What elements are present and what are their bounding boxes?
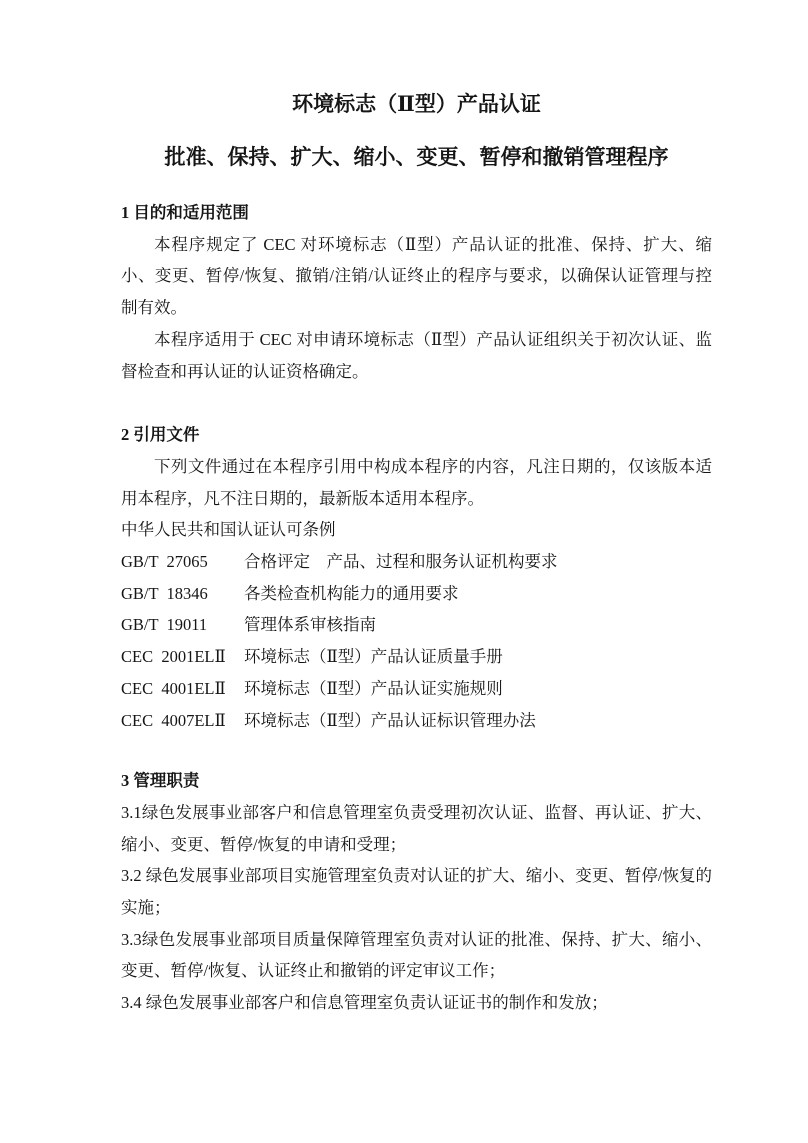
reference-title: 环境标志（Ⅱ型）产品认证标识管理办法 <box>244 710 536 730</box>
reference-title: 各类检查机构能力的通用要求 <box>244 583 459 603</box>
clause-3-2: 3.2 绿色发展事业部项目实施管理室负责对认证的扩大、缩小、变更、暂停/恢复的实施； <box>121 866 712 918</box>
document-title-line-1: 环境标志（Ⅱ型）产品认证 <box>292 92 541 116</box>
regulation-line: 中华人民共和国认证认可条例 <box>121 520 336 540</box>
reference-code: GB/T 18346 <box>121 583 208 603</box>
document-title-line-2: 批准、保持、扩大、缩小、变更、暂停和撤销管理程序 <box>164 145 669 169</box>
reference-row <box>121 578 712 610</box>
clause-3-4: 3.4 绿色发展事业部客户和信息管理室负责认证证书的制作和发放； <box>121 993 608 1013</box>
reference-title: 环境标志（Ⅱ型）产品认证质量手册 <box>244 647 503 667</box>
reference-title: 管理体系审核指南 <box>244 615 376 635</box>
reference-title: 合格评定 产品、过程和服务认证机构要求 <box>244 552 558 572</box>
reference-row <box>121 641 712 673</box>
reference-code: GB/T 27065 <box>121 552 208 572</box>
section-1-heading: 1 目的和适用范围 <box>121 203 249 222</box>
reference-title: 环境标志（Ⅱ型）产品认证实施规则 <box>244 678 503 698</box>
reference-row <box>121 609 712 641</box>
reference-code: CEC 2001ELⅡ <box>121 647 226 667</box>
section-2-heading: 2 引用文件 <box>121 425 200 445</box>
reference-code: CEC 4001ELⅡ <box>121 678 226 698</box>
reference-row <box>121 546 712 578</box>
section-1-paragraph-1: 本程序规定了 CEC 对环境标志（Ⅱ型）产品认证的批准、保持、扩大、缩小、变更、暂停/恢复、撤销/注销/认证终止的程序与要求，以确保认证管理与控制有效。 <box>121 234 712 318</box>
reference-row <box>121 673 712 705</box>
reference-row <box>121 705 712 737</box>
section-3-heading: 3 管理职责 <box>121 771 200 791</box>
section-1-paragraph-2: 本程序适用于 CEC 对申请环境标志（Ⅱ型）产品认证组织关于初次认证、监督检查和再认证的认证资格确定。 <box>121 329 712 381</box>
clause-3-1: 3.1绿色发展事业部客户和信息管理室负责受理初次认证、监督、再认证、扩大、缩小、变更、暂停/恢复的申请和受理； <box>121 802 712 854</box>
clause-3-3: 3.3绿色发展事业部项目质量保障管理室负责对认证的批准、保持、扩大、缩小、变更、暂停/恢复、认证终止和撤销的评定审议工作； <box>121 929 712 981</box>
section-2-paragraph-1: 下列文件通过在本程序引用中构成本程序的内容，凡注日期的，仅该版本适用本程序，凡不注日期的，最新版本适用本程序。 <box>121 456 712 508</box>
reference-code: GB/T 19011 <box>121 615 208 635</box>
reference-code: CEC 4007ELⅡ <box>121 710 226 730</box>
